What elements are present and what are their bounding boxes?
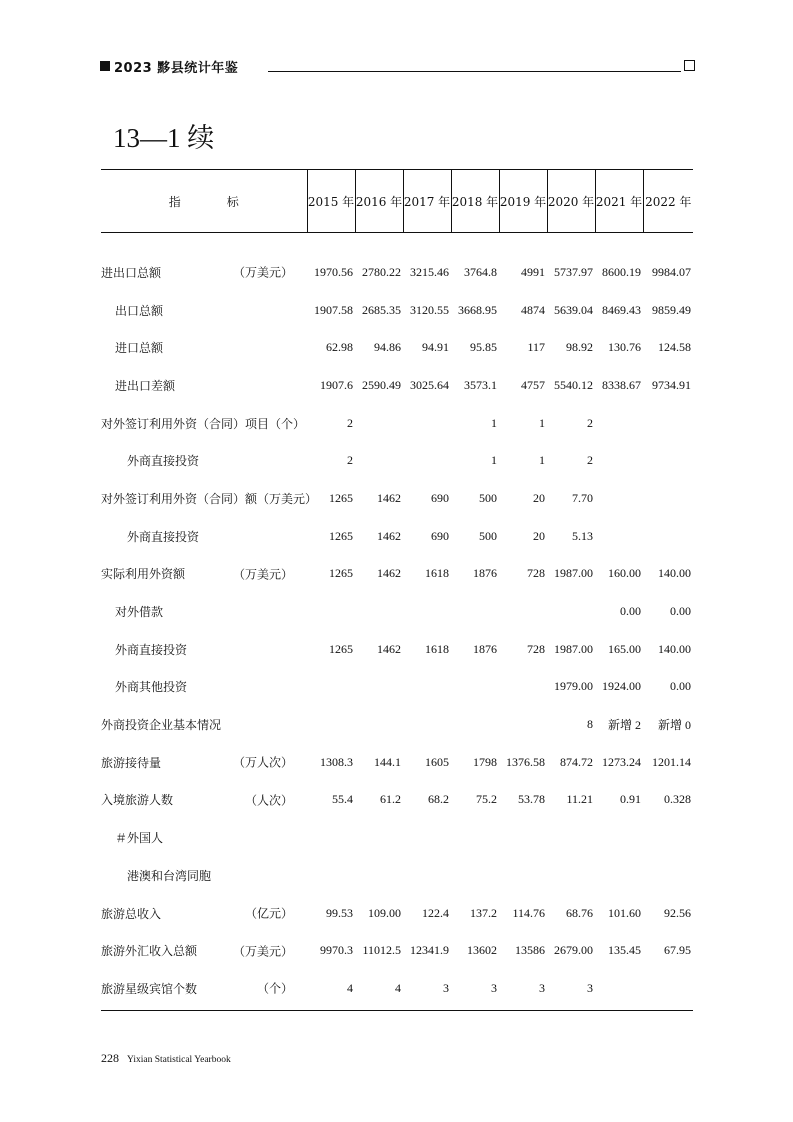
table-cell: 75.2 xyxy=(476,792,497,807)
header-box-icon xyxy=(684,60,695,71)
year-header: 2019 年 xyxy=(499,170,547,233)
table-cell: 0.91 xyxy=(620,792,641,807)
row-indicator xyxy=(101,857,307,895)
table-cell xyxy=(451,706,499,744)
table-cell: 5639.04 xyxy=(554,302,593,317)
table-cell: 1907.58 xyxy=(314,302,353,317)
row-indicator xyxy=(101,894,307,932)
row-label: 对外借款 xyxy=(115,605,164,620)
table-cell xyxy=(307,819,355,857)
table-cell: 94.91 xyxy=(422,340,449,355)
row-label: 旅游总收入 xyxy=(101,906,162,921)
table-cell: 0.00 xyxy=(670,679,691,694)
table-cell xyxy=(451,593,499,631)
table-cell: 1273.24 xyxy=(602,754,641,769)
table-cell: 4757 xyxy=(521,377,545,392)
table-cell: 109.00 xyxy=(368,905,401,920)
table-cell xyxy=(355,819,403,857)
statistics-table-container xyxy=(101,169,693,1011)
table-cell: 1308.3 xyxy=(320,754,353,769)
table-cell: 0.328 xyxy=(664,792,691,807)
table-cell xyxy=(451,819,499,857)
table-cell: 62.98 xyxy=(326,340,353,355)
row-indicator xyxy=(101,593,307,631)
table-cell xyxy=(499,819,547,857)
row-unit: （万人次） xyxy=(232,755,293,770)
table-cell: 1987.00 xyxy=(554,566,593,581)
header-title: 2023 黟县统计年鉴 xyxy=(114,61,239,76)
table-title: 13—1 续 xyxy=(113,123,215,153)
table-cell: 5.13 xyxy=(572,528,593,543)
table-cell: 3 xyxy=(539,980,545,995)
table-cell xyxy=(643,857,693,895)
table-cell: 3573.1 xyxy=(464,377,497,392)
table-cell xyxy=(403,819,451,857)
statistics-table xyxy=(101,169,693,1007)
table-row xyxy=(101,593,693,631)
table-cell: 3668.95 xyxy=(458,302,497,317)
year-header: 2018 年 xyxy=(451,170,499,233)
table-cell xyxy=(643,442,693,480)
table-cell: 99.53 xyxy=(326,905,353,920)
table-row xyxy=(101,442,693,480)
table-cell: 690 xyxy=(431,490,449,505)
table-cell xyxy=(595,517,643,555)
table-cell: 1 xyxy=(491,415,497,430)
table-cell: 1970.56 xyxy=(314,264,353,279)
table-cell: 8600.19 xyxy=(602,264,641,279)
table-cell: 3 xyxy=(587,980,593,995)
table-cell xyxy=(403,668,451,706)
row-indicator xyxy=(101,932,307,970)
table-cell xyxy=(355,706,403,744)
table-row xyxy=(101,517,693,555)
table-cell: 130.76 xyxy=(608,340,641,355)
row-label: 外商直接投资 xyxy=(127,454,200,469)
table-cell: 1462 xyxy=(377,490,401,505)
table-bottom-rule xyxy=(101,1010,693,1011)
table-cell: 5737.97 xyxy=(554,264,593,279)
header-square-mark xyxy=(100,61,110,71)
row-indicator xyxy=(101,706,307,744)
table-cell: 95.85 xyxy=(470,340,497,355)
table-row xyxy=(101,743,693,781)
table-cell: 0.00 xyxy=(620,604,641,619)
row-indicator xyxy=(101,781,307,819)
table-cell: 874.72 xyxy=(560,754,593,769)
table-cell xyxy=(307,706,355,744)
table-cell: 61.2 xyxy=(380,792,401,807)
table-cell: 4 xyxy=(395,980,401,995)
year-header: 2022 年 xyxy=(643,170,693,233)
table-row xyxy=(101,857,693,895)
table-cell: 1376.58 xyxy=(506,754,545,769)
table-cell: 94.86 xyxy=(374,340,401,355)
table-row xyxy=(101,367,693,405)
row-indicator xyxy=(101,668,307,706)
table-cell xyxy=(595,857,643,895)
table-cell: 4874 xyxy=(521,302,545,317)
table-cell: 53.78 xyxy=(518,792,545,807)
row-indicator xyxy=(101,743,307,781)
table-body xyxy=(101,233,693,1008)
table-header-row xyxy=(101,170,693,233)
table-cell xyxy=(403,593,451,631)
row-label: 港澳和台湾同胞 xyxy=(127,868,212,883)
row-label: 出口总额 xyxy=(115,303,164,318)
table-cell xyxy=(355,593,403,631)
row-label: 进出口差额 xyxy=(115,378,176,393)
year-header: 2017 年 xyxy=(403,170,451,233)
table-row xyxy=(101,932,693,970)
table-cell: 140.00 xyxy=(658,641,691,656)
row-label: 入境旅游人数 xyxy=(101,793,174,808)
table-cell: 137.2 xyxy=(470,905,497,920)
table-cell: 9970.3 xyxy=(320,943,353,958)
year-header: 2016 年 xyxy=(355,170,403,233)
table-cell: 1 xyxy=(491,453,497,468)
row-indicator xyxy=(101,970,307,1008)
row-unit: （个） xyxy=(256,981,293,996)
table-cell: 500 xyxy=(479,490,497,505)
table-row xyxy=(101,555,693,593)
table-cell xyxy=(451,668,499,706)
row-indicator xyxy=(101,291,307,329)
row-unit: （万美元） xyxy=(232,265,293,280)
table-cell: 1201.14 xyxy=(652,754,691,769)
table-cell: 8469.43 xyxy=(602,302,641,317)
table-row xyxy=(101,894,693,932)
table-cell: 13586 xyxy=(515,943,545,958)
table-cell xyxy=(643,480,693,518)
row-indicator xyxy=(101,517,307,555)
table-cell: 20 xyxy=(533,528,545,543)
row-label: 外商直接投资 xyxy=(127,529,200,544)
table-cell: 5540.12 xyxy=(554,377,593,392)
table-cell xyxy=(499,706,547,744)
table-cell: 2 xyxy=(587,415,593,430)
year-header: 2020 年 xyxy=(547,170,595,233)
table-cell: 1798 xyxy=(473,754,497,769)
table-cell: 140.00 xyxy=(658,566,691,581)
table-cell: 728 xyxy=(527,641,545,656)
table-cell: 124.58 xyxy=(658,340,691,355)
table-cell: 4991 xyxy=(521,264,545,279)
table-cell xyxy=(643,404,693,442)
row-unit: （亿元） xyxy=(244,906,293,921)
table-cell xyxy=(499,668,547,706)
table-cell: 3 xyxy=(491,980,497,995)
row-indicator xyxy=(101,555,307,593)
table-cell xyxy=(403,404,451,442)
row-label: 进口总额 xyxy=(115,341,164,356)
row-unit: （万美元） xyxy=(232,567,293,582)
table-cell: 3120.55 xyxy=(410,302,449,317)
row-indicator xyxy=(101,404,307,442)
table-cell: 2685.35 xyxy=(362,302,401,317)
table-cell: 0.00 xyxy=(670,604,691,619)
table-cell: 1605 xyxy=(425,754,449,769)
table-cell: 20 xyxy=(533,490,545,505)
table-cell: 101.60 xyxy=(608,905,641,920)
table-cell: 1618 xyxy=(425,566,449,581)
table-cell: 9734.91 xyxy=(652,377,691,392)
row-label: 对外签订利用外资（合同）项目（个） xyxy=(101,416,306,431)
table-cell: 1462 xyxy=(377,566,401,581)
table-cell: 4 xyxy=(347,980,353,995)
table-row xyxy=(101,291,693,329)
table-cell xyxy=(547,593,595,631)
page-header xyxy=(100,58,695,74)
row-indicator xyxy=(101,480,318,518)
table-row xyxy=(101,254,693,292)
table-cell: 728 xyxy=(527,566,545,581)
row-unit: （人次） xyxy=(244,793,293,808)
table-cell xyxy=(595,480,643,518)
page-footer xyxy=(101,1049,231,1067)
table-cell xyxy=(307,857,355,895)
table-cell xyxy=(595,970,643,1008)
table-cell xyxy=(355,668,403,706)
year-header: 2015 年 xyxy=(307,170,355,233)
table-cell xyxy=(403,442,451,480)
table-cell: 9859.49 xyxy=(652,302,691,317)
table-cell xyxy=(451,857,499,895)
table-cell: 8338.67 xyxy=(602,377,641,392)
table-cell: 1876 xyxy=(473,641,497,656)
row-unit: （万美元） xyxy=(232,944,293,959)
row-label: 外商其他投资 xyxy=(115,680,188,695)
table-row xyxy=(101,819,693,857)
table-cell: 68.2 xyxy=(428,792,449,807)
table-cell: 98.92 xyxy=(566,340,593,355)
row-indicator xyxy=(101,630,307,668)
table-cell: 3 xyxy=(443,980,449,995)
table-cell: 1265 xyxy=(329,528,353,543)
table-row xyxy=(101,630,693,668)
table-cell: 55.4 xyxy=(332,792,353,807)
row-indicator xyxy=(101,254,307,292)
row-label: ＃外国人 xyxy=(115,831,164,846)
table-cell: 68.76 xyxy=(566,905,593,920)
table-cell xyxy=(307,668,355,706)
indicator-header-char-1: 指 xyxy=(168,194,181,209)
table-cell: 2 xyxy=(587,453,593,468)
table-cell: 9984.07 xyxy=(652,264,691,279)
table-cell: 新增 0 xyxy=(657,718,691,733)
table-cell: 1924.00 xyxy=(602,679,641,694)
table-row xyxy=(101,706,693,744)
table-cell xyxy=(355,404,403,442)
table-cell xyxy=(595,404,643,442)
table-cell: 1462 xyxy=(377,641,401,656)
table-cell xyxy=(643,970,693,1008)
table-cell: 122.4 xyxy=(422,905,449,920)
table-cell xyxy=(643,819,693,857)
table-cell: 1265 xyxy=(329,490,353,505)
table-cell xyxy=(547,819,595,857)
table-cell xyxy=(307,593,355,631)
table-cell xyxy=(403,857,451,895)
table-row xyxy=(101,668,693,706)
table-row xyxy=(101,329,693,367)
table-cell: 2679.00 xyxy=(554,943,593,958)
row-indicator xyxy=(101,819,307,857)
header-rule xyxy=(268,71,681,72)
row-label: 外商投资企业基本情况 xyxy=(101,718,222,733)
table-cell: 1907.6 xyxy=(320,377,353,392)
table-row xyxy=(101,480,693,518)
table-cell xyxy=(643,517,693,555)
table-cell: 1987.00 xyxy=(554,641,593,656)
table-cell: 1618 xyxy=(425,641,449,656)
table-cell: 11012.5 xyxy=(362,943,401,958)
table-cell xyxy=(355,857,403,895)
indicator-header xyxy=(101,170,307,233)
table-row xyxy=(101,781,693,819)
table-cell xyxy=(595,819,643,857)
table-cell: 12341.9 xyxy=(410,943,449,958)
row-label: 对外签订利用外资（合同）额（万美元） xyxy=(101,491,318,506)
table-cell: 1876 xyxy=(473,566,497,581)
row-label: 外商直接投资 xyxy=(115,642,188,657)
table-cell: 1 xyxy=(539,453,545,468)
table-cell: 690 xyxy=(431,528,449,543)
indicator-header-char-2: 标 xyxy=(226,194,239,209)
table-row xyxy=(101,970,693,1008)
table-cell: 135.45 xyxy=(608,943,641,958)
table-cell: 新增 2 xyxy=(607,718,641,733)
row-label: 实际利用外资额 xyxy=(101,567,186,582)
table-row xyxy=(101,404,693,442)
table-cell: 13602 xyxy=(467,943,497,958)
table-cell: 7.70 xyxy=(572,490,593,505)
row-indicator xyxy=(101,329,307,367)
table-cell: 1 xyxy=(539,415,545,430)
table-cell xyxy=(403,706,451,744)
table-cell: 67.95 xyxy=(664,943,691,958)
table-cell xyxy=(499,857,547,895)
table-cell: 117 xyxy=(527,340,545,355)
row-label: 旅游接待量 xyxy=(101,755,162,770)
table-cell: 8 xyxy=(587,717,593,732)
table-cell: 2590.49 xyxy=(362,377,401,392)
table-cell: 1265 xyxy=(329,566,353,581)
table-cell xyxy=(547,857,595,895)
table-cell xyxy=(355,442,403,480)
row-label: 进出口总额 xyxy=(101,265,162,280)
table-cell: 1462 xyxy=(377,528,401,543)
row-label: 旅游星级宾馆个数 xyxy=(101,981,198,996)
table-cell: 2 xyxy=(347,415,353,430)
table-cell: 11.21 xyxy=(566,792,593,807)
row-indicator xyxy=(101,442,307,480)
row-label: 旅游外汇收入总额 xyxy=(101,944,198,959)
table-cell: 3025.64 xyxy=(410,377,449,392)
table-cell: 3764.8 xyxy=(464,264,497,279)
table-cell: 1265 xyxy=(329,641,353,656)
publication-name: Yixian Statistical Yearbook xyxy=(127,1055,231,1065)
header-spacer-row xyxy=(101,233,693,254)
table-cell: 92.56 xyxy=(664,905,691,920)
table-cell: 160.00 xyxy=(608,566,641,581)
table-cell: 165.00 xyxy=(608,641,641,656)
table-cell: 3215.46 xyxy=(410,264,449,279)
table-cell: 500 xyxy=(479,528,497,543)
table-cell: 1979.00 xyxy=(554,679,593,694)
table-cell: 144.1 xyxy=(374,754,401,769)
row-indicator xyxy=(101,367,307,405)
table-cell xyxy=(499,593,547,631)
table-cell: 2 xyxy=(347,453,353,468)
table-cell: 2780.22 xyxy=(362,264,401,279)
table-cell: 114.76 xyxy=(512,905,545,920)
table-cell xyxy=(595,442,643,480)
year-header: 2021 年 xyxy=(595,170,643,233)
page-number: 228 xyxy=(101,1051,119,1065)
